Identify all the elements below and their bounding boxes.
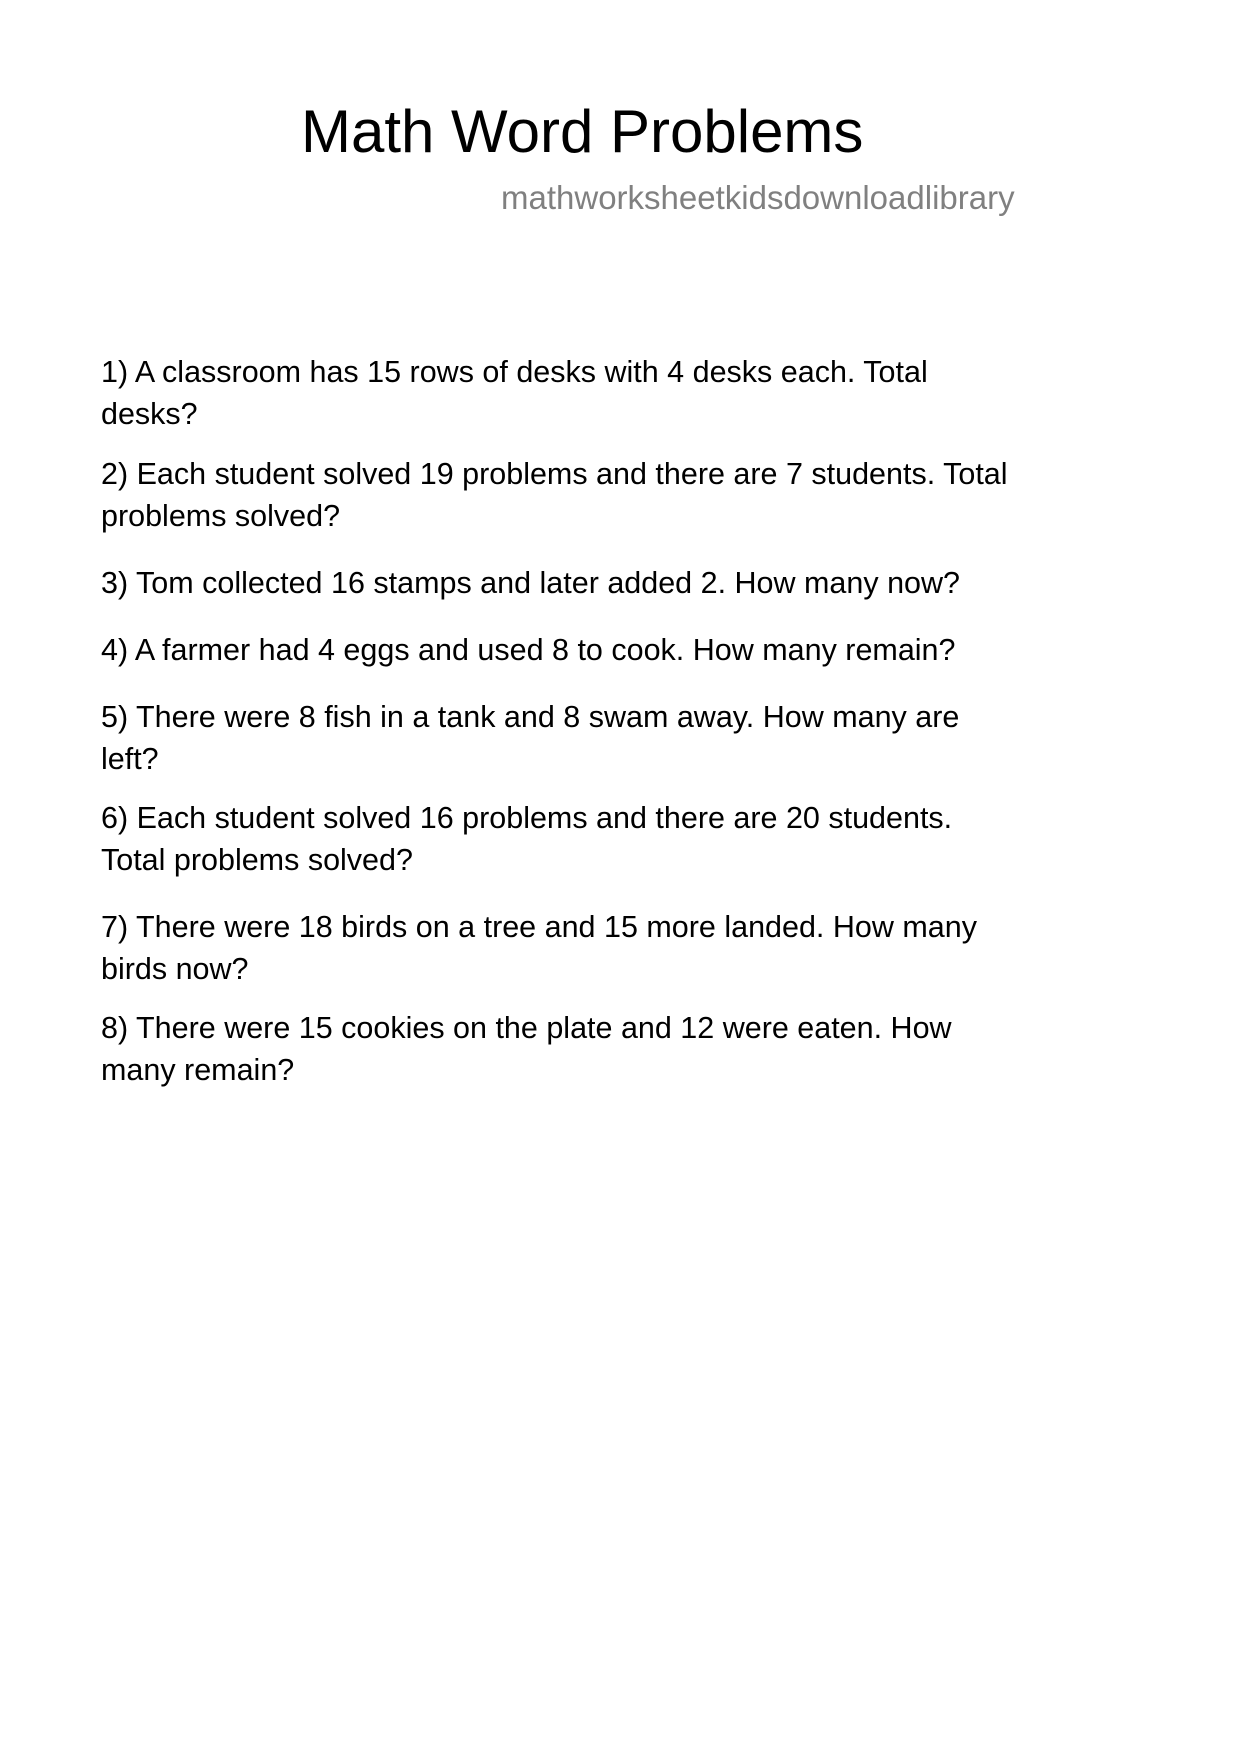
problem-7 [101, 906, 977, 990]
problem-line: 1) A classroom has 15 rows of desks with 4 desks each. Total [101, 355, 928, 389]
problem-4 [101, 629, 955, 671]
problem-line: birds now? [101, 952, 249, 986]
problem-line: problems solved? [101, 499, 341, 533]
problem-line: 5) There were 8 fish in a tank and 8 swam away. How many are [101, 700, 960, 734]
problem-line: desks? [101, 397, 198, 431]
problem-5 [101, 696, 959, 780]
problem-line: Total problems solved? [101, 843, 413, 877]
problem-line: 2) Each student solved 19 problems and there are 7 students. Total [101, 457, 1008, 491]
problem-8 [101, 1007, 952, 1091]
problem-2 [101, 453, 1008, 537]
problem-1 [101, 351, 928, 435]
source-subtitle: mathworksheetkidsdownloadlibrary [501, 179, 1015, 216]
problem-line: 8) There were 15 cookies on the plate and 12 were eaten. How [101, 1011, 952, 1045]
problem-line: left? [101, 742, 159, 776]
problem-line: 3) Tom collected 16 stamps and later added 2. How many now? [101, 566, 960, 600]
problem-line: 6) Each student solved 16 problems and there are 20 students. [101, 801, 953, 835]
problem-6 [101, 797, 952, 881]
problem-line: many remain? [101, 1053, 295, 1087]
page-title: Math Word Problems [301, 98, 864, 165]
problem-line: 7) There were 18 birds on a tree and 15 more landed. How many [101, 910, 977, 944]
problem-3 [101, 562, 960, 604]
problem-line: 4) A farmer had 4 eggs and used 8 to cook. How many remain? [101, 633, 956, 667]
